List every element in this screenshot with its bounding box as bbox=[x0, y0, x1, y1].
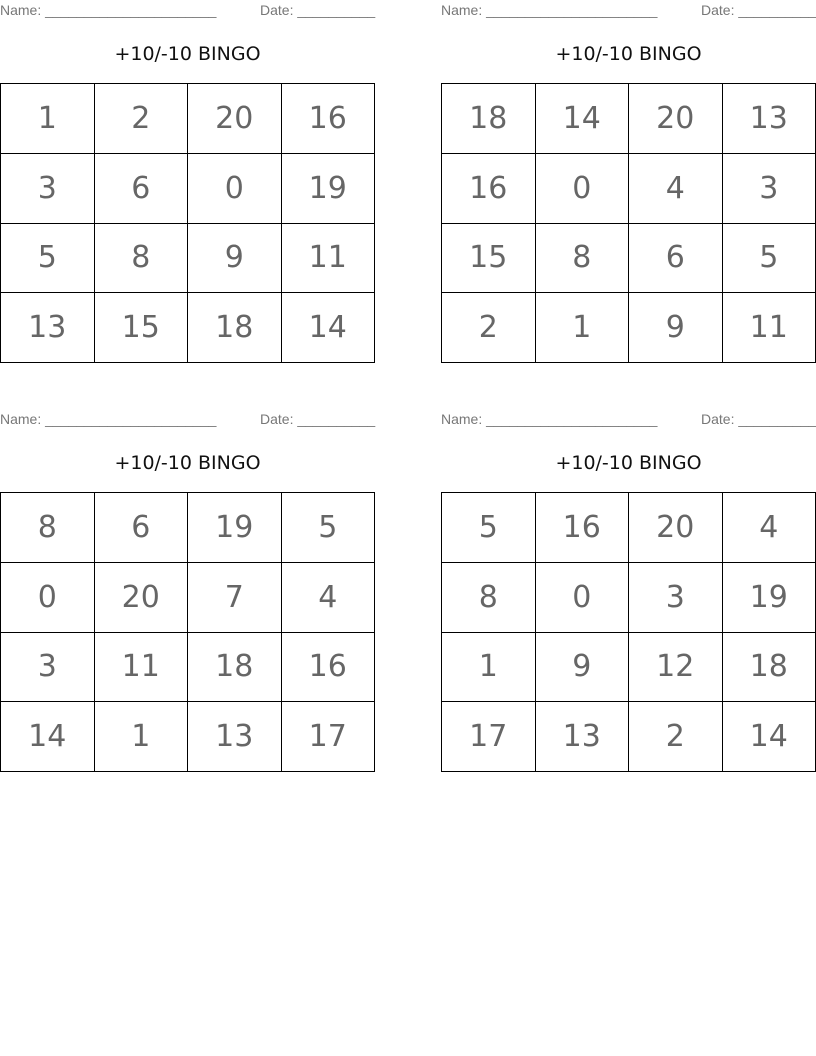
bingo-cell: 4 bbox=[282, 563, 376, 633]
bingo-cell: 19 bbox=[188, 493, 282, 563]
bingo-cell: 1 bbox=[95, 702, 189, 772]
bingo-cell: 3 bbox=[1, 154, 95, 224]
bingo-cell: 14 bbox=[282, 293, 376, 363]
bingo-cell: 1 bbox=[442, 633, 536, 703]
name-field: Name: ______________________ bbox=[0, 2, 217, 18]
name-field: Name: ______________________ bbox=[441, 2, 658, 18]
bingo-cell: 2 bbox=[442, 293, 536, 363]
card-header-row bbox=[0, 411, 375, 429]
bingo-cell: 8 bbox=[536, 224, 630, 294]
bingo-cell: 3 bbox=[629, 563, 723, 633]
card-header-row bbox=[441, 2, 816, 20]
bingo-cell: 5 bbox=[723, 224, 816, 294]
bingo-cell: 6 bbox=[629, 224, 723, 294]
bingo-cell: 19 bbox=[282, 154, 376, 224]
bingo-cell: 13 bbox=[188, 702, 282, 772]
bingo-cell: 16 bbox=[282, 633, 376, 703]
bingo-cell: 0 bbox=[188, 154, 282, 224]
bingo-cell: 9 bbox=[188, 224, 282, 294]
bingo-grid bbox=[0, 492, 375, 772]
bingo-cell: 8 bbox=[95, 224, 189, 294]
bingo-cell: 20 bbox=[629, 84, 723, 154]
bingo-cell: 4 bbox=[723, 493, 816, 563]
bingo-cell: 20 bbox=[95, 563, 189, 633]
bingo-cell: 0 bbox=[536, 563, 630, 633]
bingo-cell: 18 bbox=[723, 633, 816, 703]
bingo-cell: 17 bbox=[282, 702, 376, 772]
bingo-cell: 5 bbox=[282, 493, 376, 563]
bingo-cell: 9 bbox=[536, 633, 630, 703]
bingo-cell: 5 bbox=[442, 493, 536, 563]
bingo-grid bbox=[441, 83, 816, 363]
card-header-row bbox=[0, 2, 375, 20]
bingo-cell: 9 bbox=[629, 293, 723, 363]
bingo-cell: 2 bbox=[95, 84, 189, 154]
bingo-cell: 15 bbox=[95, 293, 189, 363]
date-field: Date: __________ bbox=[701, 411, 816, 427]
bingo-cell: 7 bbox=[188, 563, 282, 633]
bingo-grid bbox=[441, 492, 816, 772]
bingo-cell: 14 bbox=[536, 84, 630, 154]
bingo-cell: 18 bbox=[188, 633, 282, 703]
bingo-card-3 bbox=[0, 409, 375, 773]
card-header-row bbox=[441, 411, 816, 429]
bingo-cell: 1 bbox=[1, 84, 95, 154]
bingo-card-1 bbox=[0, 0, 375, 364]
bingo-cell: 16 bbox=[282, 84, 376, 154]
bingo-card-2 bbox=[441, 0, 816, 364]
bingo-cell: 20 bbox=[188, 84, 282, 154]
name-field: Name: ______________________ bbox=[0, 411, 217, 427]
bingo-cell: 13 bbox=[723, 84, 816, 154]
bingo-cell: 5 bbox=[1, 224, 95, 294]
bingo-cell: 2 bbox=[629, 702, 723, 772]
bingo-cell: 11 bbox=[282, 224, 376, 294]
card-title: +10/-10 BINGO bbox=[555, 452, 702, 474]
bingo-cell: 17 bbox=[442, 702, 536, 772]
bingo-cell: 13 bbox=[1, 293, 95, 363]
card-title: +10/-10 BINGO bbox=[555, 43, 702, 65]
date-field: Date: __________ bbox=[701, 2, 816, 18]
bingo-cell: 19 bbox=[723, 563, 816, 633]
bingo-cell: 6 bbox=[95, 493, 189, 563]
bingo-cell: 16 bbox=[536, 493, 630, 563]
bingo-cell: 11 bbox=[723, 293, 816, 363]
bingo-cell: 18 bbox=[442, 84, 536, 154]
name-field: Name: ______________________ bbox=[441, 411, 658, 427]
card-title: +10/-10 BINGO bbox=[114, 452, 261, 474]
bingo-grid bbox=[0, 83, 375, 363]
date-field: Date: __________ bbox=[260, 2, 376, 18]
bingo-cell: 16 bbox=[442, 154, 536, 224]
bingo-cell: 8 bbox=[1, 493, 95, 563]
bingo-cell: 3 bbox=[723, 154, 816, 224]
bingo-cell: 14 bbox=[1, 702, 95, 772]
bingo-cell: 8 bbox=[442, 563, 536, 633]
bingo-cell: 4 bbox=[629, 154, 723, 224]
bingo-cell: 0 bbox=[1, 563, 95, 633]
bingo-card-4 bbox=[441, 409, 816, 773]
bingo-cell: 3 bbox=[1, 633, 95, 703]
bingo-cell: 0 bbox=[536, 154, 630, 224]
card-title: +10/-10 BINGO bbox=[114, 43, 261, 65]
date-field: Date: __________ bbox=[260, 411, 376, 427]
bingo-cell: 14 bbox=[723, 702, 816, 772]
bingo-cell: 1 bbox=[536, 293, 630, 363]
bingo-cell: 6 bbox=[95, 154, 189, 224]
bingo-cell: 20 bbox=[629, 493, 723, 563]
bingo-cell: 13 bbox=[536, 702, 630, 772]
bingo-cell: 15 bbox=[442, 224, 536, 294]
bingo-cell: 18 bbox=[188, 293, 282, 363]
bingo-cell: 12 bbox=[629, 633, 723, 703]
bingo-cell: 11 bbox=[95, 633, 189, 703]
